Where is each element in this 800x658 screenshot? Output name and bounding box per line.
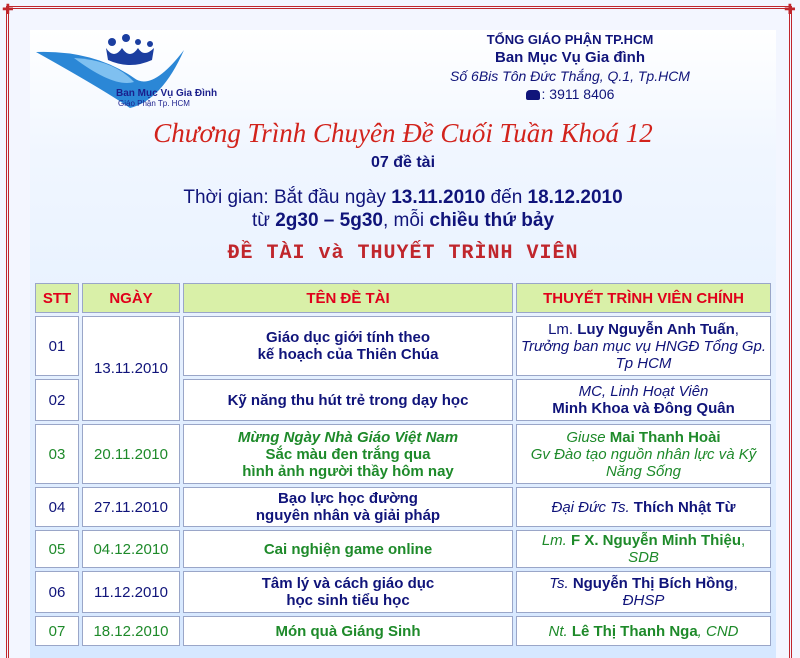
time-from: từ: [251, 210, 276, 231]
end-date: 18.12.2010: [527, 187, 623, 208]
row-date: 13.11.2010: [82, 316, 180, 421]
address: Số 6Bis Tôn Đức Thắng, Q.1, Tp.HCM: [450, 68, 690, 84]
table-row: [35, 316, 771, 376]
row-stt: 07: [35, 616, 79, 646]
table-row: [35, 616, 771, 646]
time-each: , mỗi: [382, 210, 430, 231]
organization-header: [420, 30, 720, 102]
start-date: 13.11.2010: [391, 187, 486, 208]
corner-ornament-icon: ✚: [2, 1, 14, 17]
row-topic: Giáo dục giới tính theo kế hoạch của Thiên Chúa: [183, 316, 513, 376]
row-stt: 06: [35, 571, 79, 613]
row-date: 11.12.2010: [82, 571, 180, 613]
row-topic: Cai nghiện game online: [183, 530, 513, 568]
row-topic: Bạo lực học đường nguyên nhân và giải pháp: [183, 487, 513, 527]
schedule-time: [30, 186, 776, 232]
row-date: 04.12.2010: [82, 530, 180, 568]
phone: [420, 86, 720, 102]
table-row: [35, 424, 771, 484]
row-date: 27.11.2010: [82, 487, 180, 527]
header-date: NGÀY: [82, 283, 180, 313]
table-header-row: [35, 283, 771, 313]
topic-count: 07 đề tài: [370, 154, 436, 171]
row-stt: 01: [35, 316, 79, 376]
time-hours: 2g30 – 5g30: [275, 210, 383, 231]
row-speaker: Đại Đức Ts. Thích Nhật Từ: [516, 487, 771, 527]
row-speaker: Lm. F X. Nguyễn Minh Thiệu, SDB: [516, 530, 771, 568]
time-to: đến: [485, 187, 528, 208]
row-speaker: Lm. Luy Nguyễn Anh Tuấn, Trưởng ban mục vụ HNGĐ Tổng Gp. Tp HCM: [516, 316, 771, 376]
logo-text-name: Ban Mục Vụ Gia Đình: [116, 88, 218, 99]
row-stt: 05: [35, 530, 79, 568]
row-speaker: MC, Linh Hoạt Viên Minh Khoa và Đông Quân: [516, 379, 771, 421]
row-speaker: Nt. Lê Thị Thanh Nga, CND: [516, 616, 771, 646]
table-row: [35, 530, 771, 568]
ministry-name: Ban Mục Vụ Gia đình: [494, 49, 645, 66]
row-stt: 04: [35, 487, 79, 527]
phone-icon: [526, 90, 540, 100]
corner-ornament-icon: ✚: [784, 1, 796, 17]
row-stt: 02: [35, 379, 79, 421]
program-title: Chương Trình Chuyên Đề Cuối Tuần Khoá 12: [153, 118, 653, 148]
row-topic: Kỹ năng thu hút trẻ trong dạy học: [183, 379, 513, 421]
header-stt: STT: [35, 283, 79, 313]
row-speaker: Giuse Mai Thanh Hoài Gv Đào tạo nguồn nhân lực và Kỹ Năng Sống: [516, 424, 771, 484]
logo: [34, 30, 224, 110]
phone-number: : 3911 8406: [541, 86, 615, 102]
row-stt: 03: [35, 424, 79, 484]
document-page: [30, 30, 776, 658]
time-label: Thời gian: Bắt đầu ngày: [183, 187, 392, 208]
row-topic: Tâm lý và cách giáo dục học sinh tiểu học: [183, 571, 513, 613]
row-date: 18.12.2010: [82, 616, 180, 646]
row-topic: Mừng Ngày Nhà Giáo Việt Nam Sắc màu đen trắng qua hình ảnh người thầy hôm nay: [183, 424, 513, 484]
archdiocese-name: TỔNG GIÁO PHẬN TP.HCM: [486, 32, 654, 47]
header-speaker: THUYẾT TRÌNH VIÊN CHÍNH: [516, 283, 771, 313]
row-topic: Món quà Giáng Sinh: [183, 616, 513, 646]
schedule-table: [32, 280, 774, 649]
row-date: 20.11.2010: [82, 424, 180, 484]
row-speaker: Ts. Nguyễn Thị Bích Hồng, ĐHSP: [516, 571, 771, 613]
section-heading: ĐỀ TÀI và THUYẾT TRÌNH VIÊN: [227, 242, 579, 265]
logo-text-diocese: Giáo Phận Tp. HCM: [118, 99, 190, 108]
header-topic: TÊN ĐỀ TÀI: [183, 283, 513, 313]
time-day: chiều thứ bảy: [429, 210, 555, 231]
table-row: [35, 571, 771, 613]
table-row: [35, 487, 771, 527]
